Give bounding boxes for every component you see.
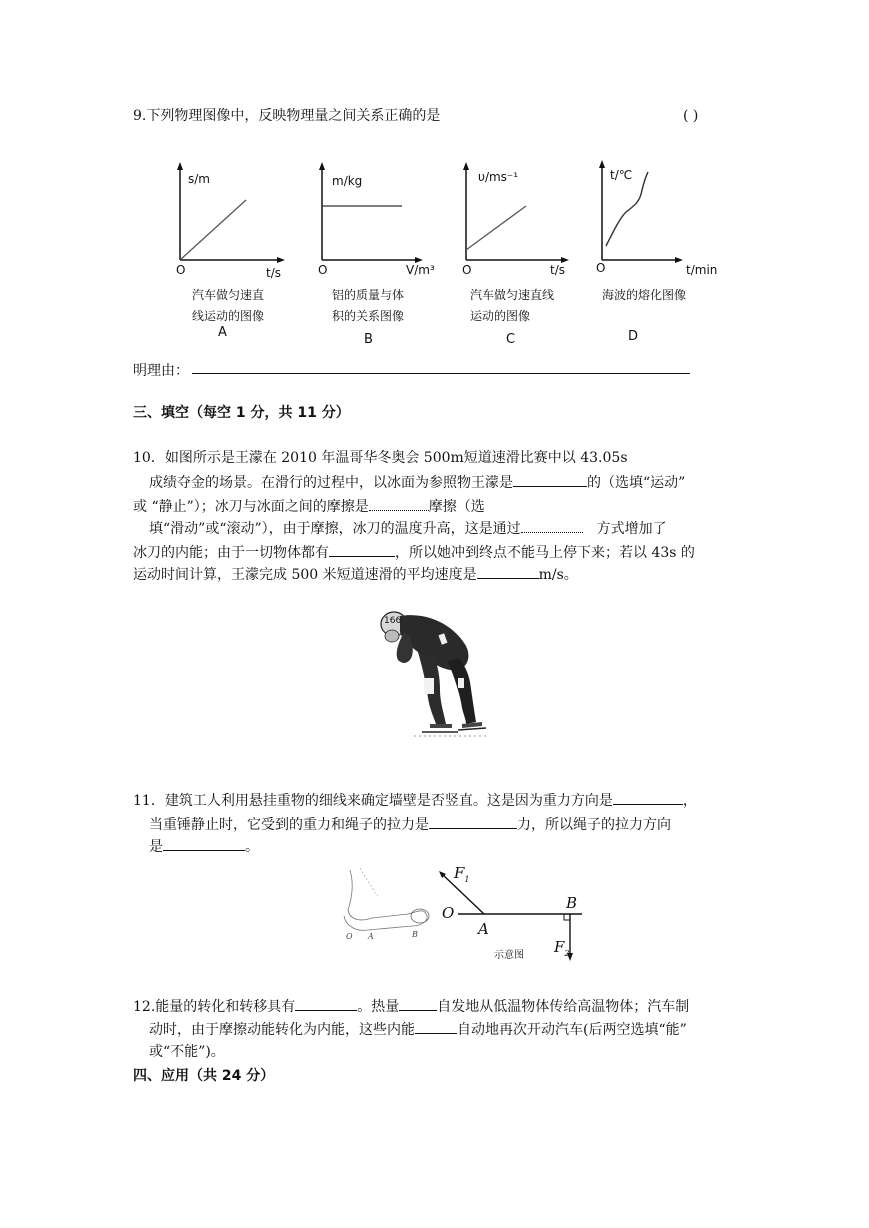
lever-f1-subscript: 1: [464, 875, 470, 884]
q10-blank-inertia[interactable]: [329, 542, 395, 557]
q11-blank-tension-direction[interactable]: [163, 836, 245, 851]
q12-line-2-text-b: 自动地再次开动汽车(后两空选填“能”: [457, 1022, 687, 1038]
q10-line-2-text-b: 的（选填“运动”: [587, 475, 686, 491]
q11-line-2-text-b: 力，所以绳子的拉力方向: [517, 817, 671, 833]
graph-a-caption-2: 线运动的图像: [192, 309, 265, 323]
graph-a-origin: O: [176, 263, 186, 277]
arm-a-label: A: [368, 932, 374, 941]
q10-line-4-text-b: 方式增加了: [596, 521, 667, 537]
lever-f2-letter: F: [554, 938, 565, 956]
graph-d-xlabel: t/min: [686, 263, 718, 277]
graph-b: [310, 160, 470, 350]
arm-o-label: O: [346, 932, 353, 941]
q10-blank-motion[interactable]: [513, 472, 587, 487]
graph-c-caption-2: 运动的图像: [470, 309, 531, 323]
q12-line-1: [133, 996, 689, 1017]
q12-line-1-text-a: 12.能量的转化和转移具有: [133, 999, 296, 1015]
graph-b-ylabel: m/kg: [332, 174, 363, 188]
q11-line-2: [149, 814, 671, 835]
lever-arm-figure: [338, 860, 588, 964]
graph-b-caption-2: 积的关系图像: [332, 309, 405, 323]
q12-line-1-text-c: 自发地从低温物体传给高温物体；汽车制: [437, 999, 690, 1015]
graph-c-letter: C: [506, 332, 516, 347]
graph-c-caption-1: 汽车做匀速直线: [470, 288, 555, 302]
arm-b-label: B: [412, 930, 418, 939]
q10-line-4: [149, 518, 667, 539]
q12-blank-heat[interactable]: [399, 996, 437, 1011]
q11-line-3-text-a: 是: [149, 839, 163, 855]
q11-blank-direction[interactable]: [613, 790, 683, 805]
q10-line-3-text-b: 摩擦（选: [428, 499, 485, 515]
q11-line-1-text-b: ，: [682, 793, 697, 809]
lever-a-label: A: [478, 920, 489, 938]
graph-a-ylabel: s/m: [188, 172, 210, 186]
q12-line-2: [149, 1019, 687, 1040]
q10-line-1: 10．如图所示是王濛在 2010 年温哥华冬奥会 500m短道速滑比赛中以 43.05s: [133, 450, 628, 466]
q10-line-6-text-a: 运动时间计算，王濛完成 500 米短道速滑的平均速度是: [133, 567, 477, 583]
lever-caption: 示意图: [494, 950, 524, 961]
q10-line-6: [133, 564, 578, 585]
lever-f1-label: [454, 864, 470, 884]
graph-a-letter: A: [218, 325, 227, 340]
q11-line-3: [149, 836, 259, 857]
q12-blank-energy[interactable]: [415, 1019, 457, 1034]
speed-skater-illustration: [374, 606, 490, 740]
graph-c-ylabel: υ/ms⁻¹: [478, 170, 519, 184]
graph-d: [590, 160, 750, 350]
q11-blank-balanced[interactable]: [429, 814, 517, 829]
q10-line-5: [133, 542, 695, 563]
q10-line-5-text-b: ，所以她冲到终点不能马上停下来；若以 43s 的: [395, 545, 695, 561]
q9-answer-paren: ( ): [683, 108, 699, 124]
graph-d-caption-1: 海波的熔化图像: [602, 288, 687, 302]
graph-d-ylabel: t/℃: [610, 168, 633, 182]
lever-b-label: B: [566, 894, 578, 912]
graph-d-letter: D: [628, 329, 639, 344]
q12-line-2-text-a: 动时，由于摩擦动能转化为内能，这些内能: [149, 1022, 415, 1038]
q10-line-2: [149, 472, 685, 493]
q10-line-4-text-a: 填“滑动”或“滚动”），由于摩擦，冰刀的温度升高，这是通过: [149, 521, 521, 537]
graph-c-xlabel: t/s: [550, 263, 565, 277]
lever-o-label: O: [442, 904, 455, 922]
q10-blank-method[interactable]: [521, 518, 583, 533]
q11-line-1-text-a: 11．建筑工人利用悬挂重物的细线来确定墙壁是否竖直。这是因为重力方向是: [133, 793, 613, 809]
q10-line-2-text-a: 成绩夺金的场景。在滑行的过程中，以冰面为参照物王濛是: [149, 475, 513, 491]
section-4-title: 四、应用（共 24 分）: [133, 1068, 275, 1084]
q12-blank-direction[interactable]: [295, 996, 357, 1011]
graph-a: [168, 160, 328, 350]
graph-b-origin: O: [318, 263, 328, 277]
graph-a-xlabel: t/s: [266, 266, 281, 280]
q11-line-2-text-a: 当重锤静止时，它受到的重力和绳子的拉力是: [149, 817, 429, 833]
graph-b-xlabel: V/m³: [406, 263, 435, 277]
q11-line-1: [133, 790, 697, 811]
q11-line-3-text-b: 。: [245, 839, 259, 855]
q9-reason-blank[interactable]: [192, 373, 690, 374]
lever-f2-subscript: 2: [564, 949, 570, 958]
q10-blank-speed[interactable]: [477, 564, 539, 579]
helmet-number: 166: [384, 616, 402, 626]
q9-reason-label: 明理由：: [133, 363, 189, 379]
q10-blank-friction[interactable]: [369, 496, 429, 511]
q10-line-3: [133, 496, 485, 517]
q12-line-3: 或“不能”)。: [149, 1044, 225, 1060]
q10-line-5-text-a: 冰刀的内能；由于一切物体都有: [133, 545, 329, 561]
graph-b-caption-1: 铝的质量与体: [332, 288, 405, 302]
q9-stem: 9.下列物理图像中，反映物理量之间关系正确的是: [133, 108, 441, 124]
graph-a-caption-1: 汽车做匀速直: [192, 288, 265, 302]
lever-f2-label: [554, 938, 570, 958]
graph-d-origin: O: [596, 261, 606, 275]
q10-line-3-text-a: 或 “静止”）；冰刀与冰面之间的摩擦是: [133, 499, 369, 515]
lever-f1-letter: F: [454, 864, 465, 882]
q10-line-6-text-b: m/s。: [538, 567, 578, 583]
graph-b-letter: B: [364, 332, 373, 347]
section-3-title: 三、填空（每空 1 分，共 11 分）: [133, 405, 350, 421]
q12-line-1-text-b: 。热量: [357, 999, 400, 1015]
graph-c-origin: O: [462, 263, 472, 277]
